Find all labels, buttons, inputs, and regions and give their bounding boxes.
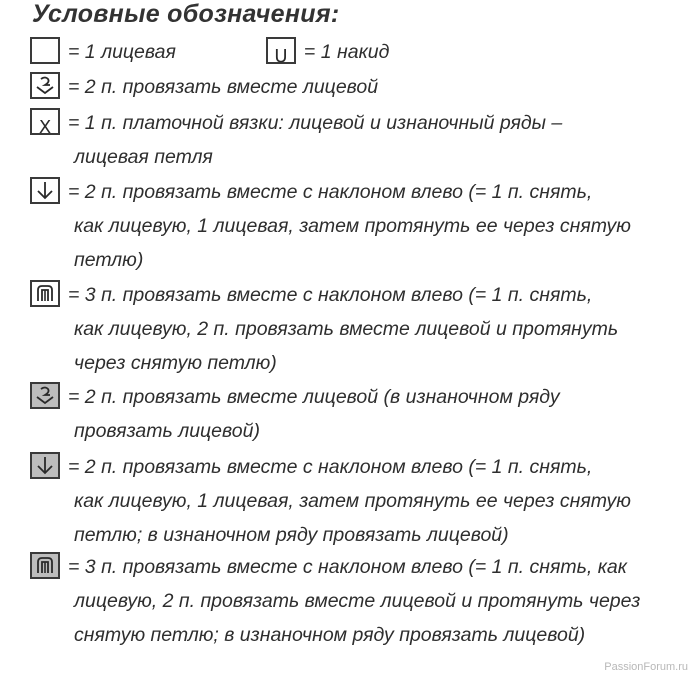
down-arrow-shaded-icon bbox=[30, 452, 60, 479]
page-title: Условные обозначения: bbox=[32, 0, 340, 28]
legend-entry-garter bbox=[30, 106, 694, 174]
legend-entry-ssk-ws bbox=[30, 450, 694, 552]
legend-text-knit: = 1 лицевая bbox=[68, 41, 176, 63]
empty-square-icon bbox=[30, 37, 60, 64]
k2tog-shaded-icon bbox=[30, 382, 60, 409]
legend-text-sk2p-3: через снятую петлю) bbox=[74, 352, 277, 374]
down-arrow-icon bbox=[30, 177, 60, 204]
legend-text-sk2p-ws-2: лицевую, 2 п. провязать вместе лицевой и протянуть через bbox=[74, 590, 641, 612]
legend-text-garter-2: лицевая петля bbox=[74, 146, 213, 168]
legend-text-sk2p-2: как лицевую, 2 п. провязать вместе лицевой и протянуть bbox=[74, 318, 619, 340]
legend-entry-sk2p-ws bbox=[30, 550, 694, 652]
legend-text-ssk-2: как лицевую, 1 лицевая, затем протянуть ее через снятую bbox=[74, 215, 631, 237]
legend-entry-sk2p bbox=[30, 278, 694, 380]
legend-text-garter-1: = 1 п. платочной вязки: лицевой и изнаночный ряды – bbox=[68, 112, 563, 134]
legend-text-yo: = 1 накид bbox=[303, 41, 390, 63]
legend-text-sk2p-ws-3: снятую петлю; в изнаночном ряду провязать лицевой) bbox=[74, 624, 586, 646]
triple-loop-shaded-icon bbox=[30, 552, 60, 579]
legend-text-ssk-3: петлю) bbox=[74, 249, 144, 271]
legend-text-ssk-1: = 2 п. провязать вместе с наклоном влево (= 1 п. снять, bbox=[68, 181, 593, 203]
yarn-over-icon bbox=[266, 37, 296, 68]
legend-entry-k2tog bbox=[30, 70, 694, 104]
triple-loop-icon bbox=[30, 280, 60, 307]
legend-entry-k2tog-ws bbox=[30, 380, 694, 448]
legend-entry-knit-yo bbox=[30, 35, 694, 69]
legend-text-sk2p-ws-1: = 3 п. провязать вместе с наклоном влево (= 1 п. снять, как bbox=[68, 556, 627, 578]
legend-entry-ssk bbox=[30, 175, 694, 277]
yarn-over-symbol: U bbox=[274, 46, 288, 68]
legend-text-sk2p-1: = 3 п. провязать вместе с наклоном влево (= 1 п. снять, bbox=[68, 284, 593, 306]
k2tog-icon bbox=[30, 72, 60, 99]
x-icon bbox=[30, 108, 60, 139]
watermark: PassionForum.ru bbox=[604, 661, 688, 673]
legend-text-k2tog-ws-1: = 2 п. провязать вместе лицевой (в изнаночном ряду bbox=[68, 386, 560, 408]
x-symbol: X bbox=[38, 117, 52, 139]
legend-text-ssk-ws-3: петлю; в изнаночном ряду провязать лицевой) bbox=[74, 524, 509, 546]
legend-text-ssk-ws-1: = 2 п. провязать вместе с наклоном влево (= 1 п. снять, bbox=[68, 456, 593, 478]
legend-text-ssk-ws-2: как лицевую, 1 лицевая, затем протянуть ее через снятую bbox=[74, 490, 631, 512]
legend-text-k2tog-ws-2: провязать лицевой) bbox=[74, 420, 260, 442]
legend-text-k2tog: = 2 п. провязать вместе лицевой bbox=[68, 76, 379, 98]
